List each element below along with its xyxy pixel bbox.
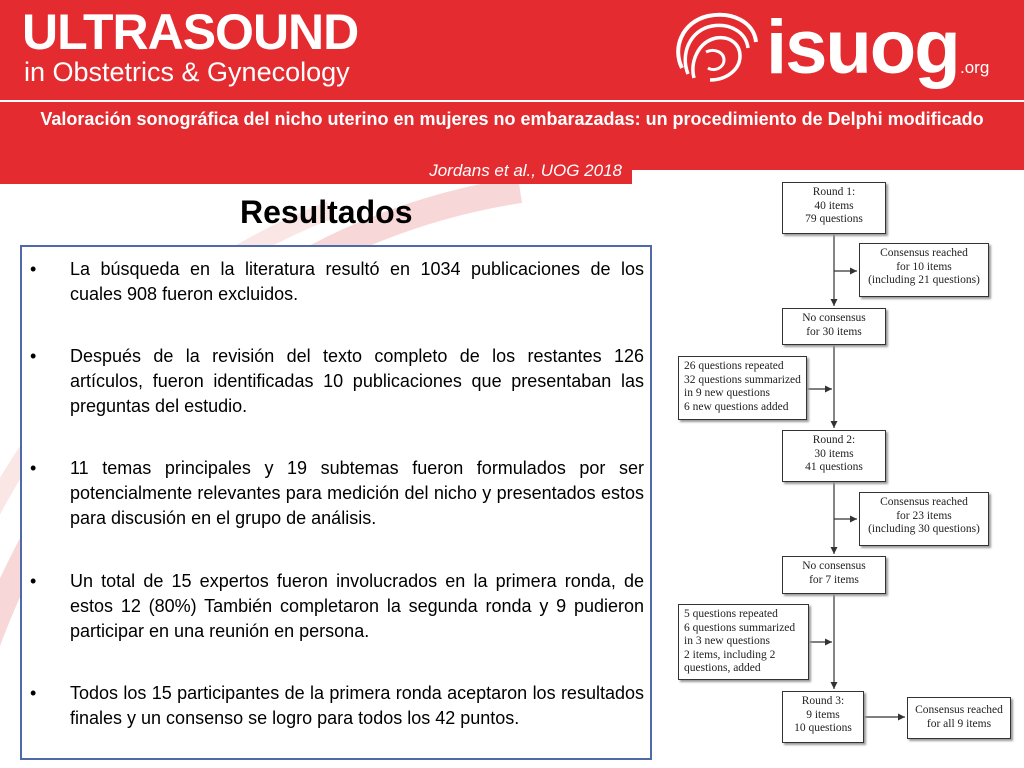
flow-consensus3-box: Consensus reached for all 9 items <box>907 697 1011 739</box>
flow-revision1-box: 26 questions repeated 32 questions summarized in 9 new questions 6 new questions added <box>678 356 807 420</box>
flow-round2-box: Round 2: 30 items 41 questions <box>782 430 886 482</box>
delphi-flowchart <box>668 176 1008 756</box>
isuog-domain-suffix: .org <box>960 58 990 77</box>
bullet-marker: • <box>30 458 37 478</box>
flow-noconsensus2-box: No consensus for 7 items <box>782 556 886 594</box>
bullet-marker: • <box>30 571 37 591</box>
header-banner <box>0 0 1024 100</box>
section-heading: Resultados <box>240 194 413 230</box>
flow-consensus1-box: Consensus reached for 10 items (including 21 questions) <box>859 243 989 297</box>
journal-subtitle: in Obstetrics & Gynecology <box>24 57 350 87</box>
bullet-text: Un total de 15 expertos fueron involucrados en la primera ronda, de estos 12 (80%) También completaron la segunda ronda y 9 pudieron participar en una reunión en persona. <box>70 571 644 641</box>
flow-noconsensus1-box: No consensus for 30 items <box>782 308 886 345</box>
bullet-text: La búsqueda en la literatura resultó en 1034 publicaciones de los cuales 908 fueron excluidos. <box>70 259 644 304</box>
flow-round1-box: Round 1: 40 items 79 questions <box>782 182 886 234</box>
bullet-marker: • <box>30 259 37 279</box>
bullet-marker: • <box>30 346 37 366</box>
flow-round3-box: Round 3: 9 items 10 questions <box>782 691 864 743</box>
bullet-text: 11 temas principales y 19 subtemas fueron formulados por ser potencialmente relevantes para medición del nicho y presentados estos para discusión en el grupo de análisis. <box>70 458 644 528</box>
flow-consensus2-box: Consensus reached for 23 items (including 30 questions) <box>859 492 989 546</box>
flow-revision2-box: 5 questions repeated 6 questions summarized in 3 new questions 2 items, including 2 questions, added <box>678 604 809 680</box>
bullet-text: Después de la revisión del texto completo de los restantes 126 artículos, fueron identificadas 10 publicaciones que presentaban las preguntas del estudio. <box>70 346 644 416</box>
isuog-swoosh-icon <box>668 8 764 92</box>
bullet-text: Todos los 15 participantes de la primera ronda aceptaron los resultados finales y un consenso se logro para todos los 42 puntos. <box>70 683 644 728</box>
bullet-marker: • <box>30 683 37 703</box>
isuog-logo <box>668 5 1008 92</box>
journal-title: ULTRASOUND <box>22 4 359 60</box>
results-bullet-list <box>20 245 652 760</box>
article-citation: Jordans et al., UOG 2018 <box>429 161 622 180</box>
isuog-wordmark: isuog <box>766 5 959 90</box>
article-title: Valoración sonográfica del nicho uterino en mujeres no embarazadas: un procedimiento de Delphi modificado <box>40 109 984 129</box>
